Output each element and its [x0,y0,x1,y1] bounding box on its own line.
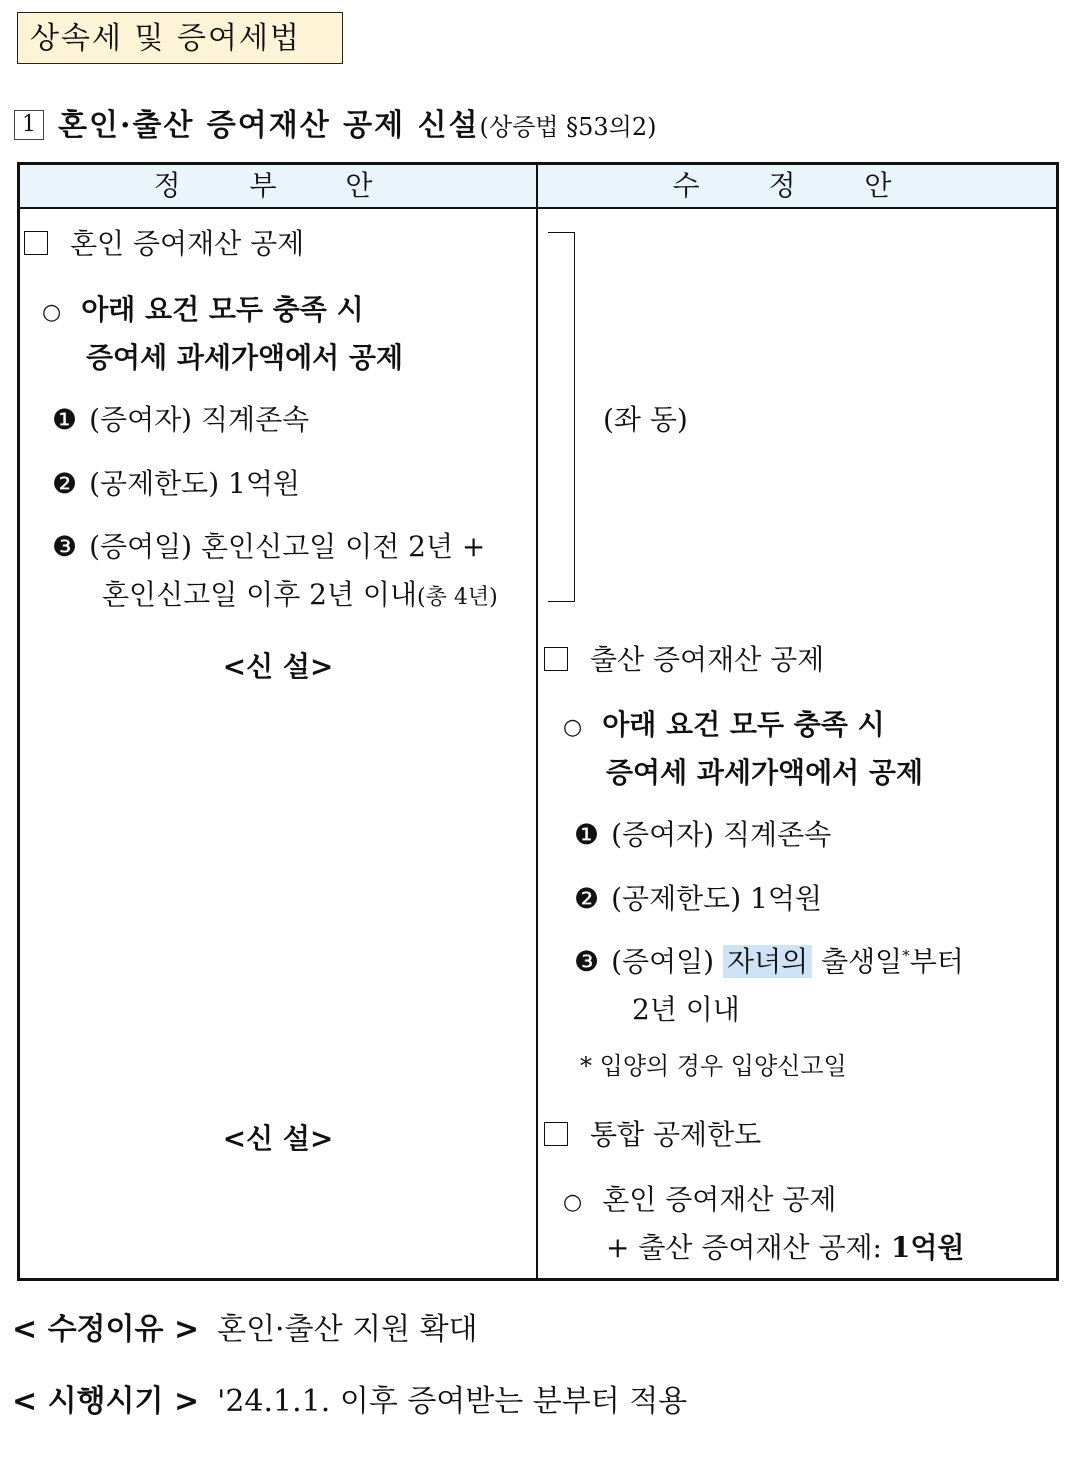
right-birth-item2: ❷ (공제한도) 1억원 [574,882,822,915]
circle-bullet-icon: ○ [563,1190,583,1215]
combined-amount: 1억원 [890,1231,965,1264]
right-combined-line1: ○ 혼인 증여재산 공제 [563,1183,837,1216]
right-combined-line2: + 출산 증여재산 공제: 1억원 [606,1231,965,1264]
effective-date [12,1376,687,1420]
amendment-reason-text: 혼인·출산 지원 확대 [217,1312,478,1347]
circle-bullet-icon: ○ [563,715,583,740]
left-new-label-combined: <신 설> [222,1122,334,1155]
comparison-table [17,162,1059,1281]
header-amended-proposal: 수 정 안 [672,169,922,202]
number-3-icon: ❸ [52,530,78,563]
left-marriage-item3: ❸ (증여일) 혼인신고일 이전 2년 + [52,530,486,563]
section-title [14,100,656,144]
number-3-icon: ❸ [574,945,600,978]
left-marriage-item3-line2: 혼인신고일 이후 2년 이내(총 4년) [102,578,498,611]
checkbox-square-icon [544,647,568,671]
table-header-divider [20,207,1056,209]
effective-date-text: '24.1.1. 이후 증여받는 분부터 적용 [217,1384,688,1419]
law-title: 상속세 및 증여세법 [17,12,343,64]
highlighted-text: 자녀의 [723,945,812,978]
table-column-divider [536,165,538,1278]
header-government-proposal: 정 부 안 [153,169,403,202]
checkbox-square-icon [544,1122,568,1146]
circle-bullet-icon: ○ [42,300,62,325]
right-birth-item1: ❶ (증여자) 직계존속 [574,818,832,851]
section-title-text: 혼인·출산 증여재산 공제 신설 [58,108,480,143]
number-2-icon: ❷ [574,882,600,915]
checkbox-square-icon [24,231,48,255]
effective-date-label: < 시행시기 > [12,1384,200,1419]
left-marriage-bullet-line2: 증여세 과세가액에서 공제 [86,341,404,374]
number-1-icon: ❶ [574,818,600,851]
number-1-icon: ❶ [52,403,78,436]
left-marriage-heading: 혼인 증여재산 공제 [24,222,304,262]
left-marriage-item3-note: (총 4년) [417,585,498,610]
left-marriage-bullet: ○ 아래 요건 모두 충족 시 [42,293,364,326]
amendment-reason-label: < 수정이유 > [12,1312,200,1347]
section-reference: (상증법 §53의2) [479,113,657,141]
right-birth-heading: 출산 증여재산 공제 [544,638,824,678]
right-same-as-left: (좌 동) [603,403,688,436]
left-new-label-birth: <신 설> [222,650,334,683]
right-birth-item3: ❸ (증여일) 자녀의 출생일*부터 [574,945,964,978]
right-birth-bullet: ○ 아래 요건 모두 충족 시 [563,708,885,741]
left-marriage-item2: ❷ (공제한도) 1억원 [52,467,300,500]
right-combined-heading: 통합 공제한도 [544,1113,761,1153]
amendment-reason [12,1304,478,1348]
right-birth-item3-line2: 2년 이내 [632,993,740,1026]
number-2-icon: ❷ [52,467,78,500]
right-birth-footnote: * 입양의 경우 입양신고일 [580,1052,847,1080]
right-birth-bullet-line2: 증여세 과세가액에서 공제 [606,756,924,789]
left-marriage-item1: ❶ (증여자) 직계존속 [52,403,310,436]
same-as-left-bracket [548,232,575,602]
section-number: 1 [14,110,44,140]
